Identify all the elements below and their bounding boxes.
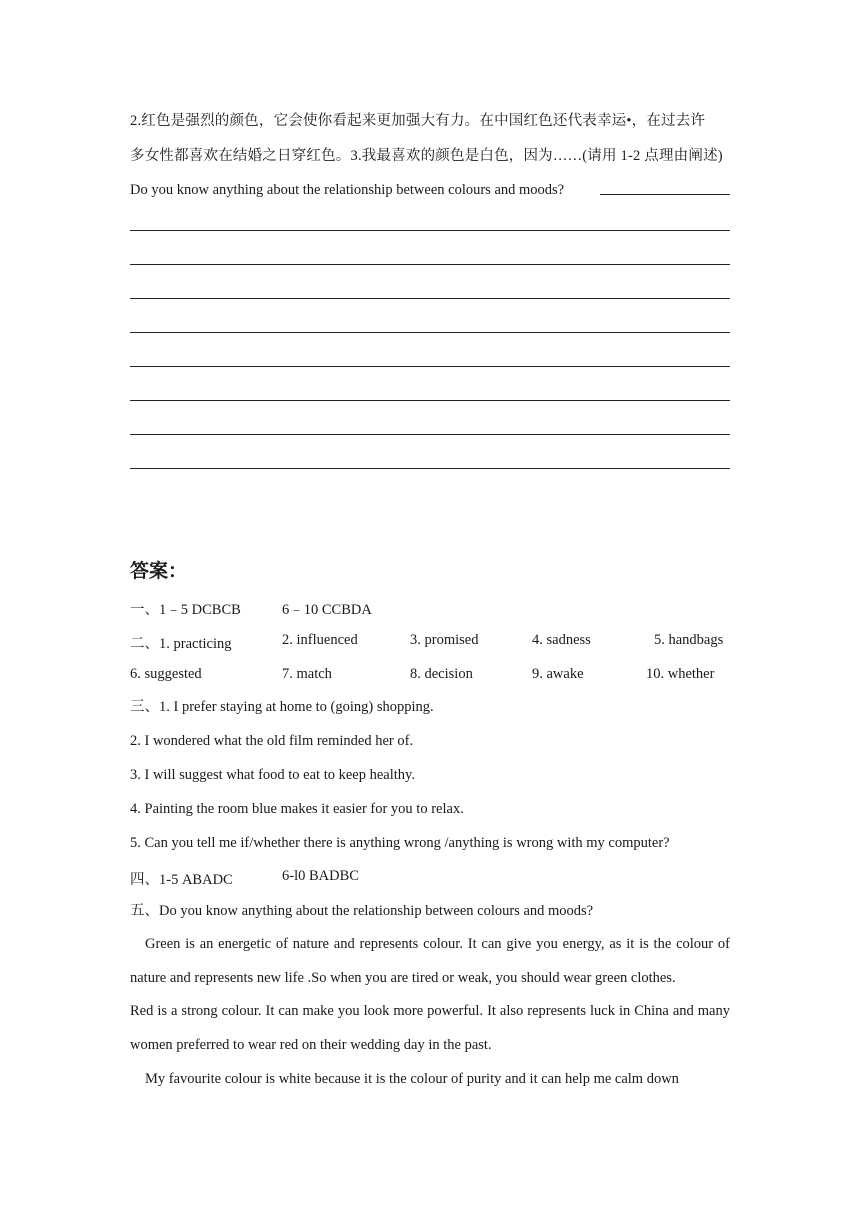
question-line-3 <box>130 180 730 200</box>
section-3-line-2: 2. I wondered what the old film reminded her of. <box>130 733 414 749</box>
section-4-part-b: 6-l0 BADBC <box>282 868 359 884</box>
section-2-item-8: 8. decision <box>410 666 473 682</box>
answer-blank-inline[interactable] <box>600 180 730 195</box>
answer-line-2[interactable] <box>130 264 730 265</box>
answers-heading: 答案： <box>130 560 188 582</box>
section-2-item-2: 2. influenced <box>282 632 358 648</box>
question-prompt: Do you know anything about the relationship between colours and moods? <box>130 182 565 198</box>
answer-line-6[interactable] <box>130 400 730 401</box>
section-5-title: 五、Do you know anything about the relationship between colours and moods? <box>130 903 594 919</box>
section-1-part-a: 一、1﹣5 DCBCB <box>130 602 241 618</box>
answer-line-3[interactable] <box>130 298 730 299</box>
section-3-line-5: 5. Can you tell me if/whether there is anything wrong /anything is wrong with my computer? <box>130 835 670 851</box>
section-2-item-5: 5. handbags <box>654 632 724 648</box>
section-2-item-9: 9. awake <box>532 666 584 682</box>
section-3-line-3: 3. I will suggest what food to eat to keep healthy. <box>130 767 415 783</box>
answer-line-1[interactable] <box>130 230 730 231</box>
essay-paragraph-2: Red is a strong colour. It can make you look more powerful. It also represents luck in China and many women preferred to wear red on their wedding day in the past. <box>130 1003 730 1054</box>
answer-line-5[interactable] <box>130 366 730 367</box>
section-2-item-10: 10. whether <box>646 666 715 682</box>
section-2-item-3: 3. promised <box>410 632 479 648</box>
section-4-part-a: 四、1-5 ABADC <box>130 872 233 888</box>
section-3-line-1: 三、1. I prefer staying at home to (going) shopping. <box>130 699 434 715</box>
section-2-item-4: 4. sadness <box>532 632 591 648</box>
section-2-item-1: 二、1. practicing <box>130 636 232 652</box>
question-line-1: 2.红色是强烈的颜色，它会使你看起来更加强大有力。在中国红色还代表幸运•，在过去许 <box>130 113 706 129</box>
section-5-essay <box>130 928 730 1097</box>
section-2-item-7: 7. match <box>282 666 332 682</box>
section-1-part-b: 6﹣10 CCBDA <box>282 602 372 618</box>
answer-line-8[interactable] <box>130 468 730 469</box>
section-3-line-4: 4. Painting the room blue makes it easier for you to relax. <box>130 801 464 817</box>
question-line-2: 多女性都喜欢在结婚之日穿红色。3.我最喜欢的颜色是白色，因为……(请用 1-2 点理由阐述) <box>130 148 723 164</box>
answer-line-7[interactable] <box>130 434 730 435</box>
answer-line-4[interactable] <box>130 332 730 333</box>
essay-paragraph-3: My favourite colour is white because it is the colour of purity and it can help me calm down <box>145 1070 679 1087</box>
essay-paragraph-1: Green is an energetic of nature and represents colour. It can give you energy, as it is the colour of nature and represents new life .So when you are tired or weak, you should wear green clothes. <box>130 936 730 986</box>
section-2-item-6: 6. suggested <box>130 666 202 682</box>
